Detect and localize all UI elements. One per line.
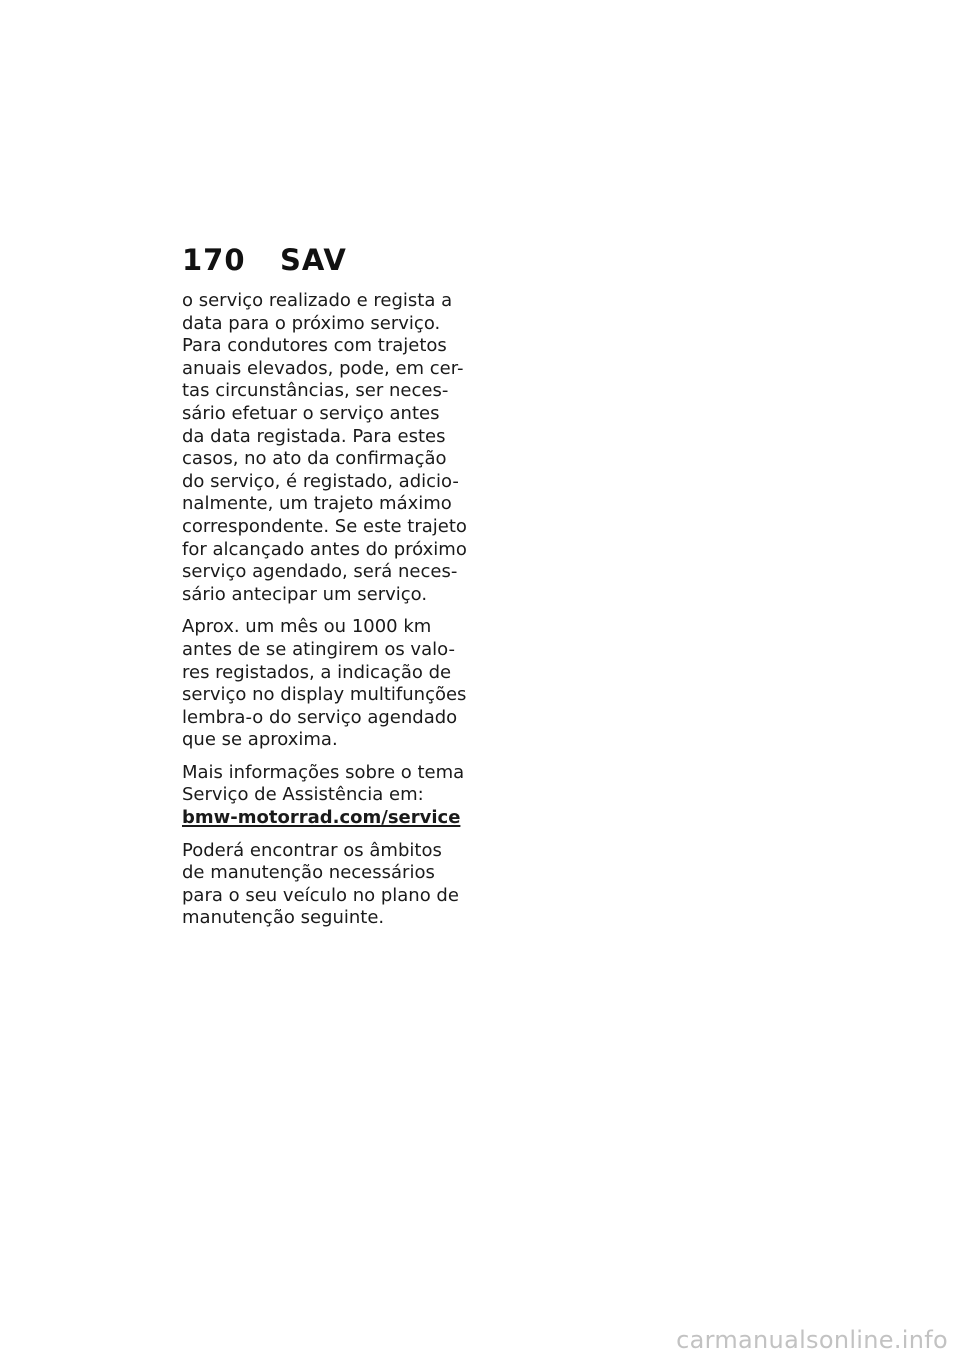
section-title: SAV <box>280 243 347 277</box>
text-line: para o seu veículo no plano de <box>182 884 459 906</box>
text-line: lembra-o do serviço agendado <box>182 706 458 728</box>
paragraph-maintenance-plan <box>182 839 459 930</box>
text-line: que se aproxima. <box>182 729 338 751</box>
page-number: 170 <box>182 243 246 277</box>
text-line: da data registada. Para estes <box>182 425 446 447</box>
text-line: res registados, a indicação de <box>182 661 452 683</box>
paragraph-more-info <box>182 761 465 830</box>
text-line: serviço no display multifunções <box>182 684 467 706</box>
text-line: Mais informações sobre o tema <box>182 761 465 783</box>
text-line: anuais elevados, pode, em cer- <box>182 357 464 379</box>
watermark: carmanualsonline.info <box>676 1326 948 1354</box>
paragraph-service-reminder <box>182 616 467 752</box>
text-line: for alcançado antes do próximo <box>182 538 467 560</box>
text-line: Aprox. um mês ou 1000 km <box>182 616 432 638</box>
text-line: Poderá encontrar os âmbitos <box>182 839 442 861</box>
text-line: Serviço de Assistência em: <box>182 784 424 806</box>
text-line: sário efetuar o serviço antes <box>182 402 440 424</box>
body-text <box>182 290 467 940</box>
service-website-link[interactable]: bmw-motorrad.com/service <box>182 807 461 829</box>
text-line: de manutenção necessários <box>182 862 435 884</box>
text-line: o serviço realizado e regista a <box>182 290 453 311</box>
page-header <box>182 240 347 280</box>
text-line: sário antecipar um serviço. <box>182 583 428 605</box>
text-line: casos, no ato da confirmação <box>182 448 447 470</box>
text-line: antes de se atingirem os valo- <box>182 638 455 660</box>
text-line: tas circunstâncias, ser neces- <box>182 380 449 402</box>
text-line: manutenção seguinte. <box>182 907 385 929</box>
text-line: nalmente, um trajeto máximo <box>182 493 452 515</box>
text-line: do serviço, é registado, adicio- <box>182 470 459 492</box>
text-line: data para o próximo serviço. <box>182 312 441 334</box>
paragraph-service-interval <box>182 290 467 606</box>
text-line: Para condutores com trajetos <box>182 335 447 357</box>
text-line: serviço agendado, será neces- <box>182 561 458 583</box>
text-line: correspondente. Se este trajeto <box>182 515 467 537</box>
